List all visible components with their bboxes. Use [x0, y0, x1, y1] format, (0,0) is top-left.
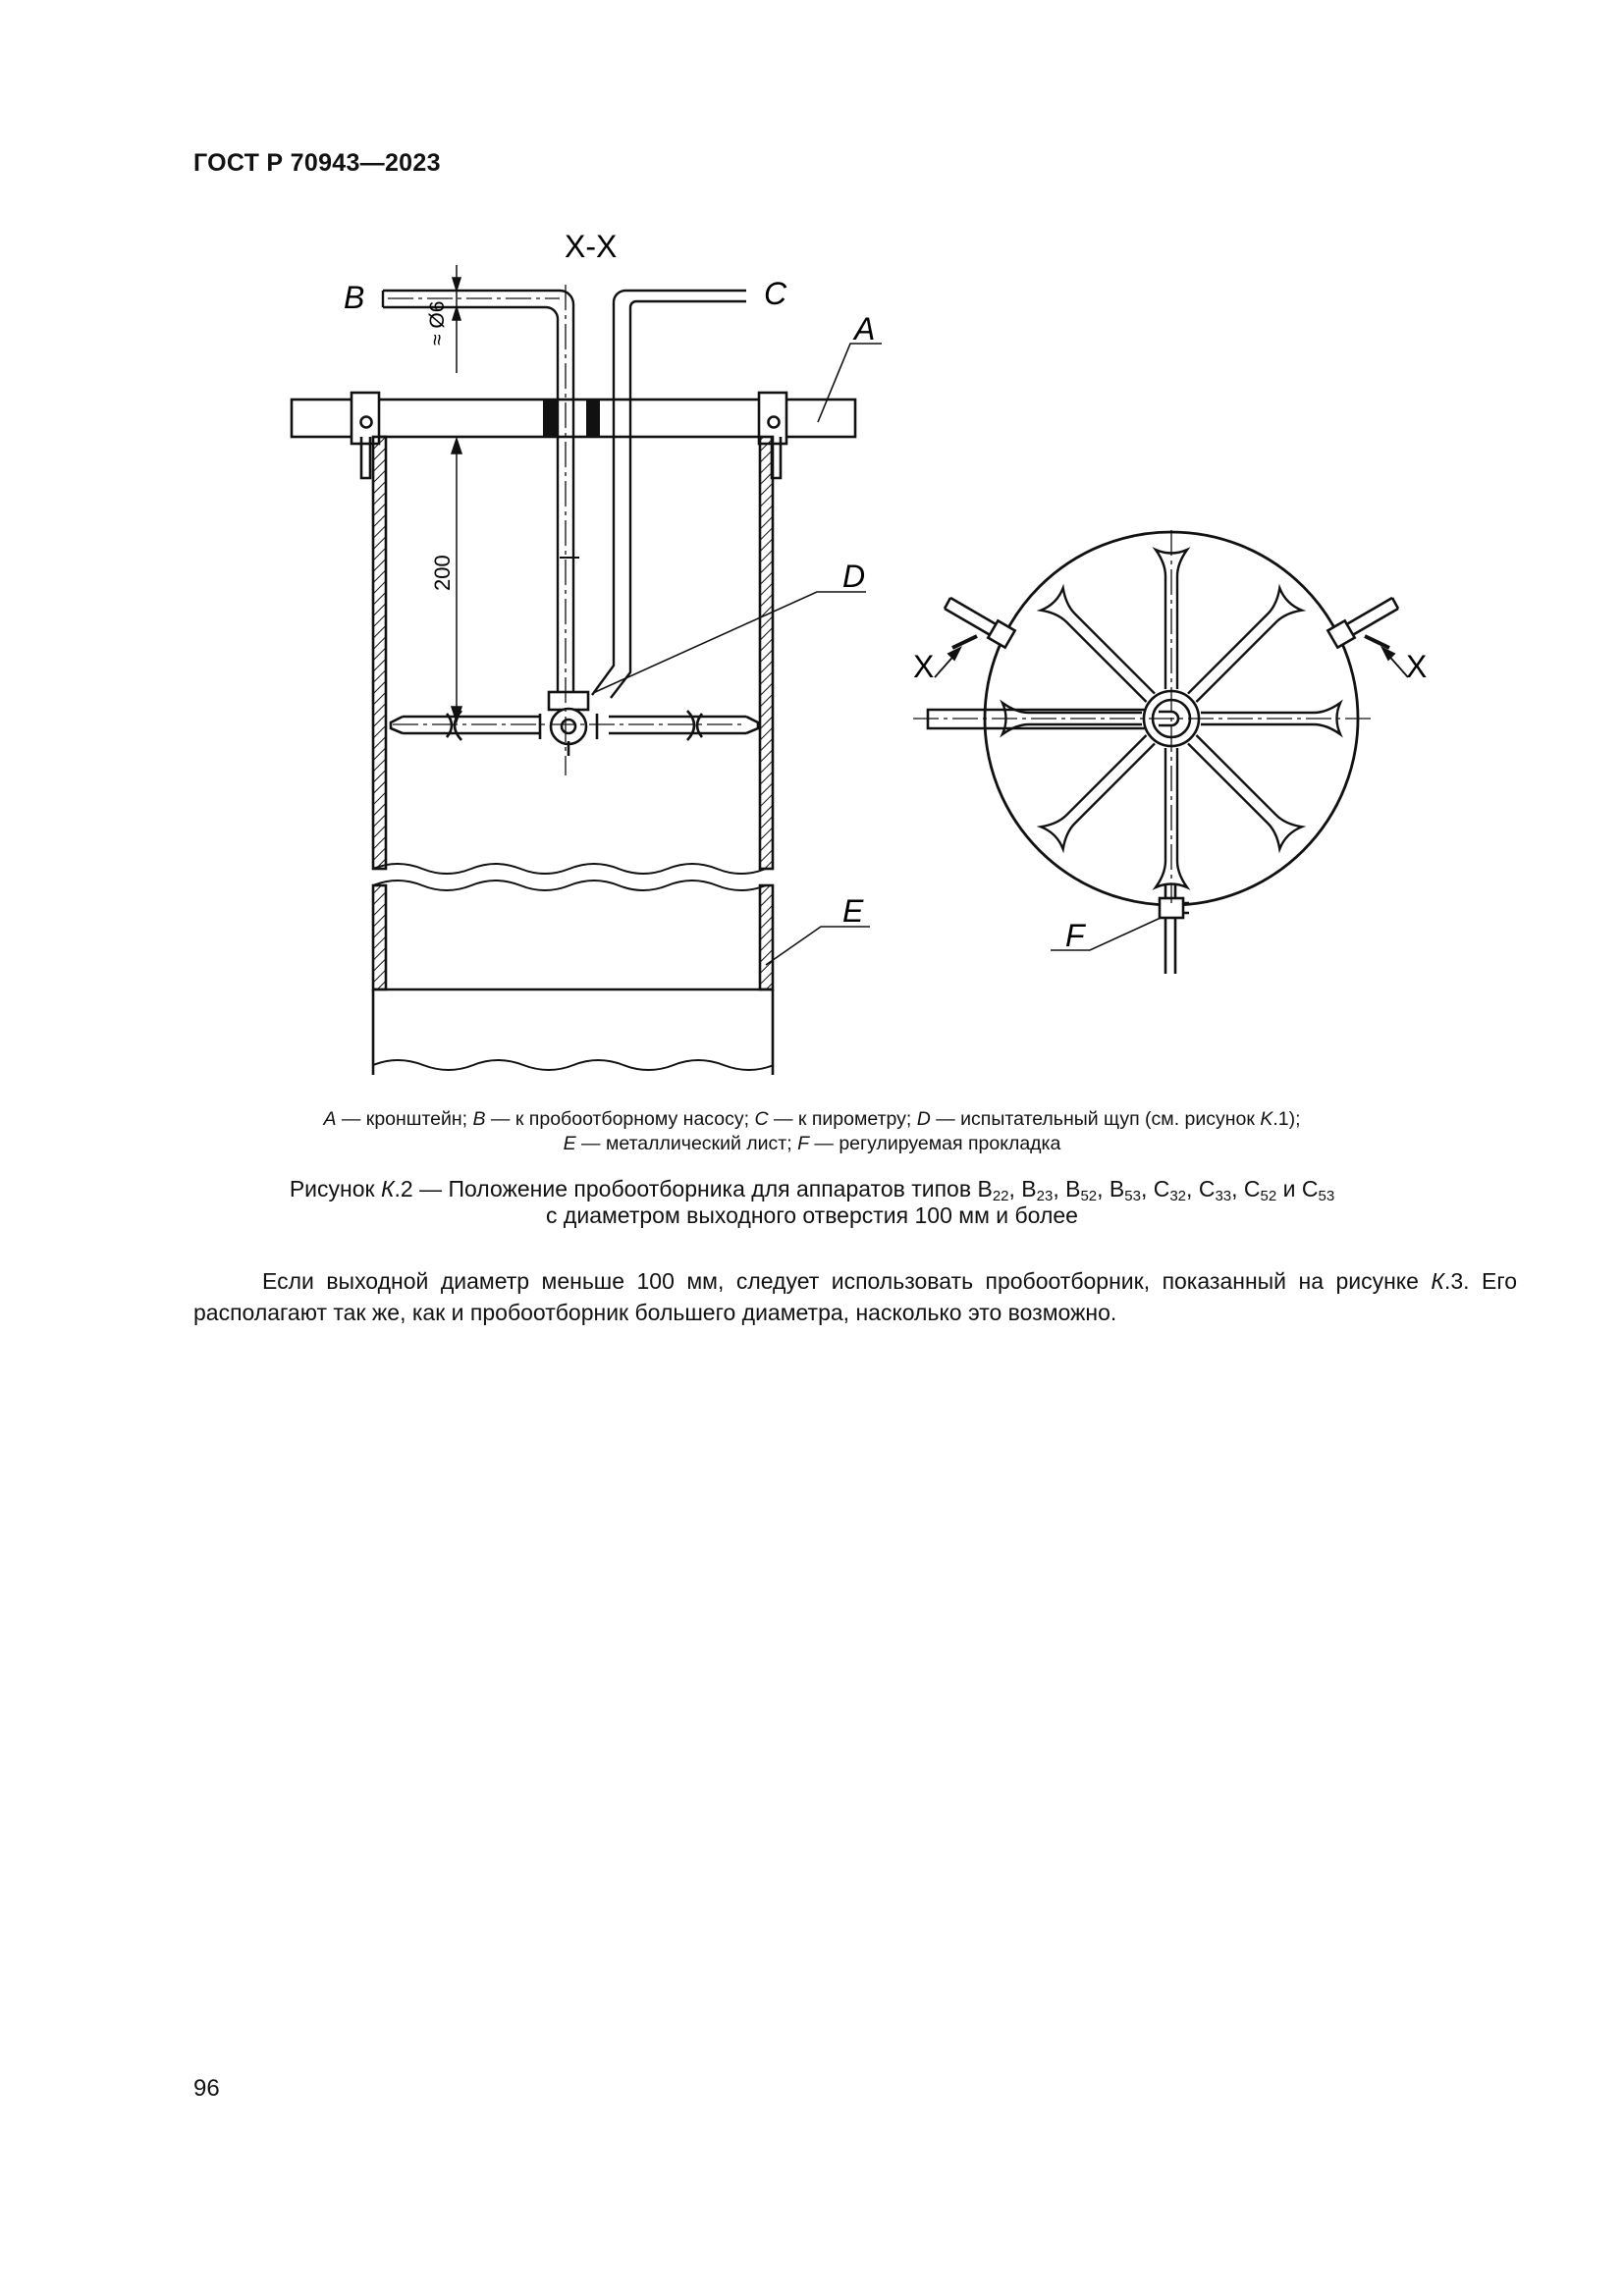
apparatus-type-subscript: 23 — [1036, 1188, 1054, 1204]
separator: и — [1276, 1176, 1302, 1201]
apparatus-type: B — [1021, 1176, 1037, 1201]
legend-line-1 — [177, 1107, 1447, 1132]
separator: , — [1008, 1176, 1022, 1201]
label-f: F — [1065, 918, 1085, 953]
separator: , — [1140, 1176, 1154, 1201]
label-a: A — [854, 311, 876, 347]
legend-key: D — [916, 1108, 931, 1130]
legend-text: — испытательный щуп (см. рисунок — [930, 1108, 1261, 1130]
apparatus-type: B — [1065, 1176, 1081, 1201]
apparatus-type: B — [977, 1176, 993, 1201]
apparatus-type: C — [1198, 1176, 1216, 1201]
legend-line-2 — [177, 1132, 1447, 1156]
apparatus-type: C — [1243, 1176, 1261, 1201]
probe-arm — [1181, 728, 1302, 849]
apparatus-type-subscript: 53 — [1318, 1188, 1335, 1204]
caption-line-2: с диаметром выходного отверстия 100 мм и более — [546, 1202, 1078, 1228]
apparatus-type: C — [1153, 1176, 1170, 1201]
figure-legend — [177, 1107, 1447, 1156]
caption-line-1: Рисунок К.2 — Положение пробоотборника для аппаратов типов $B_{22}$, $B_{23}$, $B_{52}$, $B_{53}$, $C_{32}$, $C_{33}$, $C_{52}$ и $C_{53}$ — [289, 1176, 1335, 1204]
section-label: X-X — [565, 229, 618, 264]
section-view — [292, 291, 855, 1075]
legend-text: — металлический лист; — [575, 1133, 798, 1154]
probe-arm — [1041, 728, 1162, 849]
apparatus-type: C — [1301, 1176, 1319, 1201]
label-b: B — [344, 280, 365, 315]
label-d: D — [842, 559, 866, 594]
legend-text: — к пробоотборному насосу; — [485, 1108, 755, 1130]
dimension-height: 200 — [430, 555, 455, 591]
apparatus-type-subscript: 53 — [1124, 1188, 1141, 1204]
legend-text: — кронштейн; — [336, 1108, 473, 1130]
separator: , — [1186, 1176, 1199, 1201]
document-header: ГОСТ Р 70943—2023 — [193, 149, 441, 177]
dimension-diameter: ≈ Ø6 — [426, 300, 449, 346]
label-c: C — [764, 276, 787, 311]
apparatus-type: B — [1109, 1176, 1125, 1201]
legend-text: — регулируемая прокладка — [808, 1133, 1061, 1154]
probe-arm — [1181, 588, 1302, 709]
legend-text: .1); — [1272, 1108, 1301, 1130]
page-number: 96 — [193, 2075, 220, 2102]
legend-key: F — [797, 1133, 809, 1154]
legend-text: — к пирометру; — [768, 1108, 917, 1130]
separator: , — [1053, 1176, 1066, 1201]
apparatus-type-subscript: 32 — [1169, 1188, 1187, 1204]
figure-sampler-drawing — [0, 0, 1624, 1099]
label-x-left: X — [913, 649, 935, 684]
legend-key: A — [323, 1108, 337, 1130]
figure-caption — [177, 1176, 1447, 1229]
legend-key: E — [563, 1133, 576, 1154]
apparatus-type-subscript: 52 — [1260, 1188, 1277, 1204]
legend-key: B — [472, 1108, 486, 1130]
separator: , — [1097, 1176, 1110, 1201]
apparatus-type-subscript: 22 — [992, 1188, 1009, 1204]
label-x-right: X — [1406, 649, 1428, 684]
apparatus-type-subscript: 33 — [1215, 1188, 1232, 1204]
body-paragraph: Если выходной диаметр меньше 100 мм, следует использовать пробоотборник, показанный на рисунке К.3. Его располагают так же, как и пробоотборник большего диаметра, насколько это возможно. — [193, 1268, 1517, 1325]
legend-key: C — [754, 1108, 769, 1130]
legend-key: K — [1260, 1108, 1273, 1130]
probe-arm — [1041, 588, 1162, 709]
separator: , — [1231, 1176, 1244, 1201]
apparatus-type-subscript: 52 — [1080, 1188, 1098, 1204]
label-e: E — [842, 893, 864, 929]
